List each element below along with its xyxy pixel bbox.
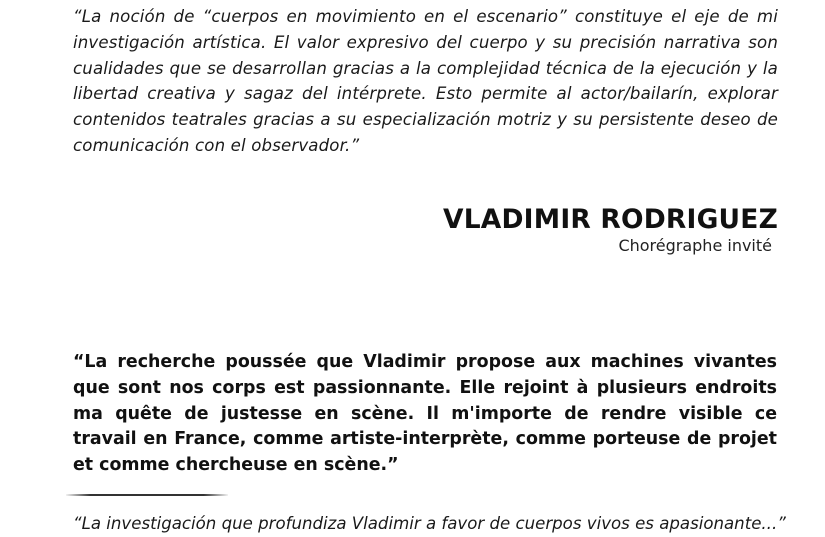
quote-spanish-continued: “La investigación que profundiza Vladimir a favor de cuerpos vivos es apasionante...” (73, 514, 786, 533)
quote-french: “La recherche poussée que Vladimir propose aux machines vivantes que sont nos corps est passionnante. Elle rejoint à plusieurs endroits ma quête de justesse en scène. Il m'importe de rendre visible ce travail en France, comme artiste-interprète, comme porteuse de projet et comme chercheuse en scène.” (73, 352, 777, 476)
author-name: VLADIMIR RODRIGUEZ (442, 204, 778, 235)
quote-spanish: “La noción de “cuerpos en movimiento en el escenario” constituye el eje de mi investigación artística. El valor expresivo del cuerpo y su precisión narrativa son cualidades que se desarrollan gracias a la complejidad técnica de la ejecución y la libertad creativa y sagaz del intérprete. Esto permite al actor/bailarín, explorar contenidos teatrales gracias a su especialización motriz y su persistente deseo de comunicación con el observador.” (73, 7, 778, 155)
author-role: Chorégraphe invité (618, 236, 772, 255)
author-block (443, 203, 778, 255)
section-divider (66, 494, 228, 496)
